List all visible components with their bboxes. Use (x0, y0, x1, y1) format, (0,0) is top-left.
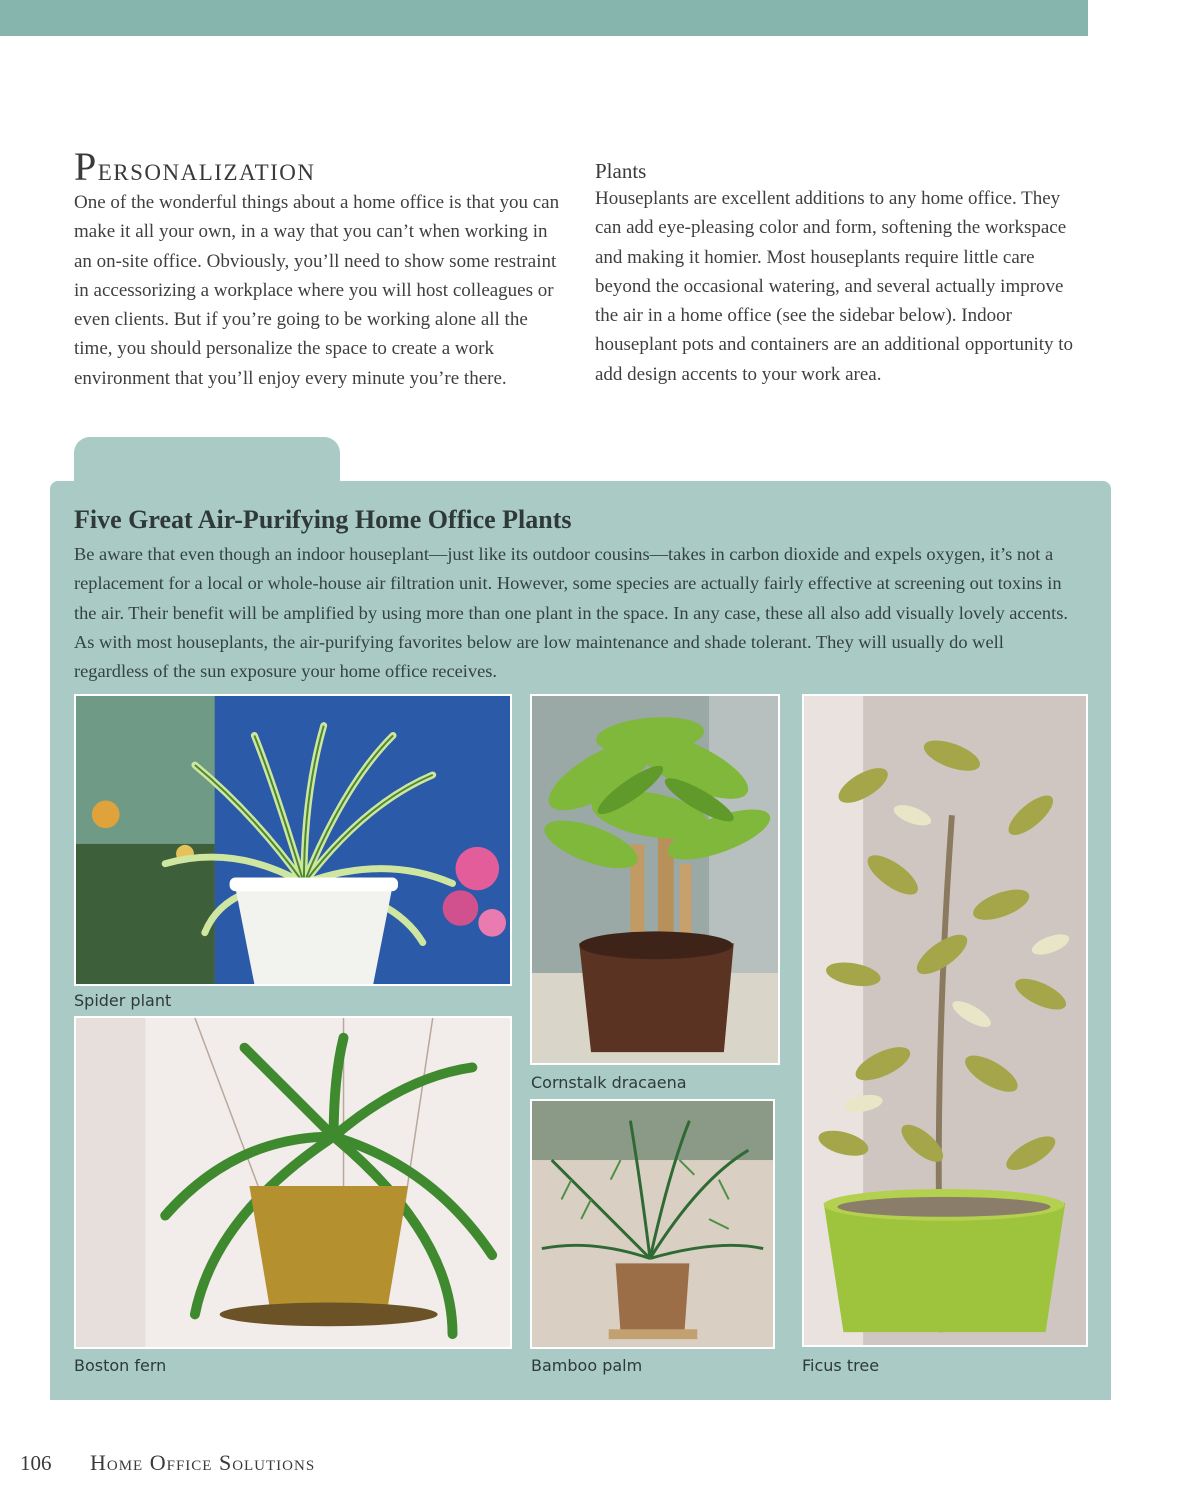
cornstalk-dracaena-caption: Cornstalk dracaena (531, 1073, 687, 1092)
personalization-body: One of the wonderful things about a home office is that you can make it all your own, in a way that you can’t when working in an on-site office. Obviously, you’ll need to show some restraint in accessorizing a workplace where you will host colleagues or even clients. But if you’re going to be working alone all the time, you should personalize the space to create a work environment that you’ll enjoy every minute you’re there. (74, 192, 560, 389)
page-footer (20, 1450, 315, 1476)
page-number: 106 (20, 1451, 52, 1475)
boston-fern-photo (74, 1016, 512, 1349)
sidebar-title: Five Great Air-Purifying Home Office Plants (74, 505, 572, 534)
ficus-tree-caption: Ficus tree (802, 1356, 880, 1375)
sidebar-body: Be aware that even though an indoor houseplant—just like its outdoor cousins—takes in carbon dioxide and expels oxygen, it’s not a replacement for a local or whole-house air filtration unit. However, some species are actually fairly effective at screening out toxins in the air. Their benefit will be amplified by using more than one plant in the space. In any case, these all also add visually lovely accents. As with most houseplants, the air-purifying favorites below are low maintenance and shade tolerant. They will usually do well regardless of the sun exposure your home office receives. (74, 544, 1068, 682)
spider-plant-photo (74, 694, 512, 986)
plants-section (595, 150, 1085, 389)
top-accent-bar (0, 0, 1088, 36)
bamboo-palm-caption: Bamboo palm (531, 1356, 643, 1375)
bamboo-palm-photo (530, 1099, 775, 1349)
personalization-section (74, 144, 564, 393)
personalization-heading: Personalization (74, 144, 316, 189)
plants-heading: Plants (595, 159, 647, 183)
boston-fern-caption: Boston fern (74, 1356, 167, 1375)
cornstalk-dracaena-photo (530, 694, 780, 1065)
ficus-tree-photo (802, 694, 1088, 1347)
plants-body: Houseplants are excellent additions to any home office. They can add eye-pleasing color and form, softening the workspace and making it homier. Most houseplants require little care beyond the occasional watering, and several actually improve the air in a home office (see the sidebar below). Indoor houseplant pots and containers are an additional opportunity to add design accents to your work area. (595, 188, 1074, 385)
book-title: Home Office Solutions (90, 1450, 316, 1475)
spider-plant-caption: Spider plant (74, 991, 172, 1010)
